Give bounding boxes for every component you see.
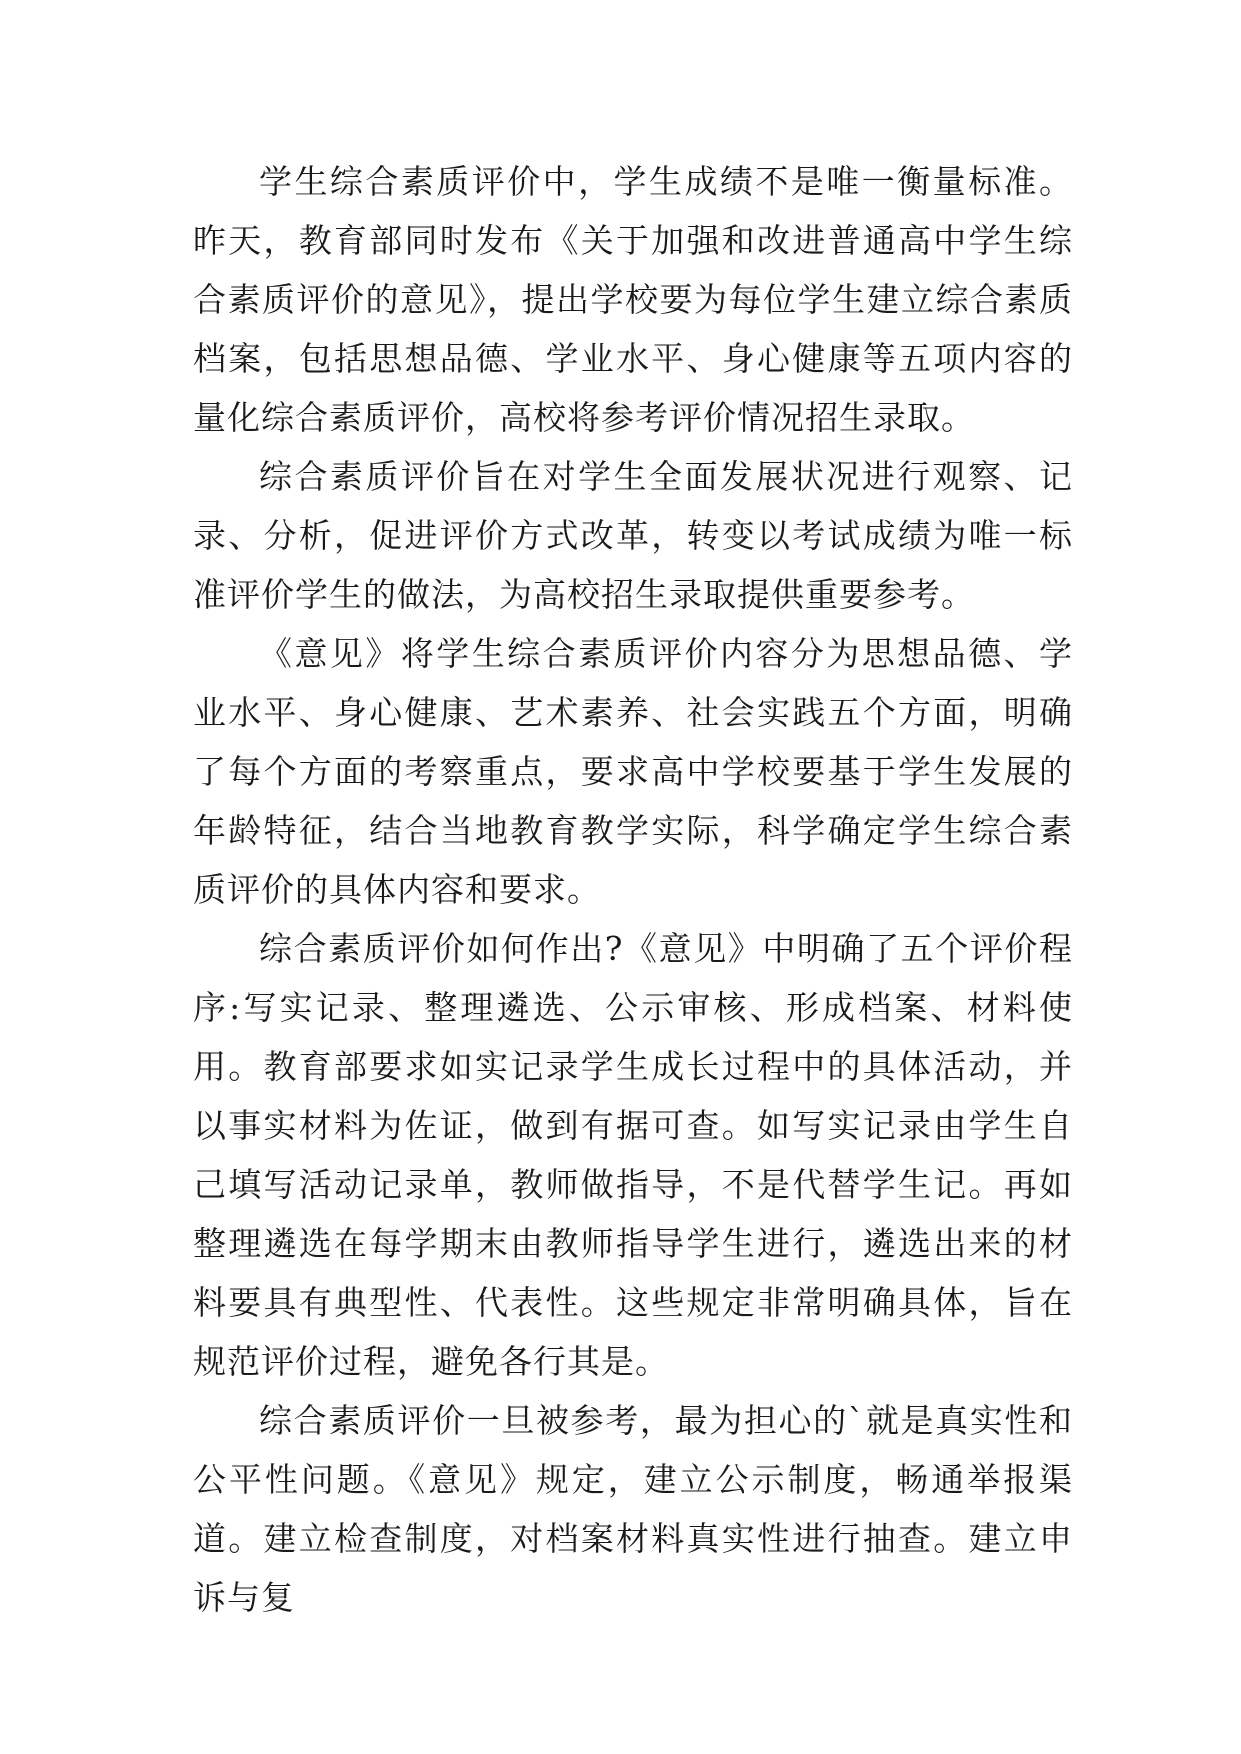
document-body: [193, 152, 1073, 1627]
paragraph-2: 综合素质评价旨在对学生全面发展状况进行观察、记录、分析，促进评价方式改革，转变以考试成绩为唯一标准评价学生的做法，为高校招生录取提供重要参考。: [193, 457, 1073, 614]
paragraph-5: 综合素质评价一旦被参考，最为担心的`就是真实性和公平性问题。《意见》规定，建立公示制度，畅通举报渠道。建立检查制度，对档案材料真实性进行抽查。建立申诉与复: [193, 1401, 1073, 1617]
paragraph-3: 《意见》将学生综合素质评价内容分为思想品德、学业水平、身心健康、艺术素养、社会实践五个方面，明确了每个方面的考察重点，要求高中学校要基于学生发展的年龄特征，结合当地教育教学实际，科学确定学生综合素质评价的具体内容和要求。: [193, 634, 1073, 909]
paragraph-1: 学生综合素质评价中，学生成绩不是唯一衡量标准。昨天，教育部同时发布《关于加强和改进普通高中学生综合素质评价的意见》，提出学校要为每位学生建立综合素质档案，包括思想品德、学业水平、身心健康等五项内容的量化综合素质评价，高校将参考评价情况招生录取。: [193, 162, 1073, 437]
paragraph-4: 综合素质评价如何作出?《意见》中明确了五个评价程序:写实记录、整理遴选、公示审核、形成档案、材料使用。教育部要求如实记录学生成长过程中的具体活动，并以事实材料为佐证，做到有据可查。如写实记录由学生自己填写活动记录单，教师做指导，不是代替学生记。再如整理遴选在每学期末由教师指导学生进行，遴选出来的材料要具有典型性、代表性。这些规定非常明确具体，旨在规范评价过程，避免各行其是。: [193, 929, 1073, 1381]
